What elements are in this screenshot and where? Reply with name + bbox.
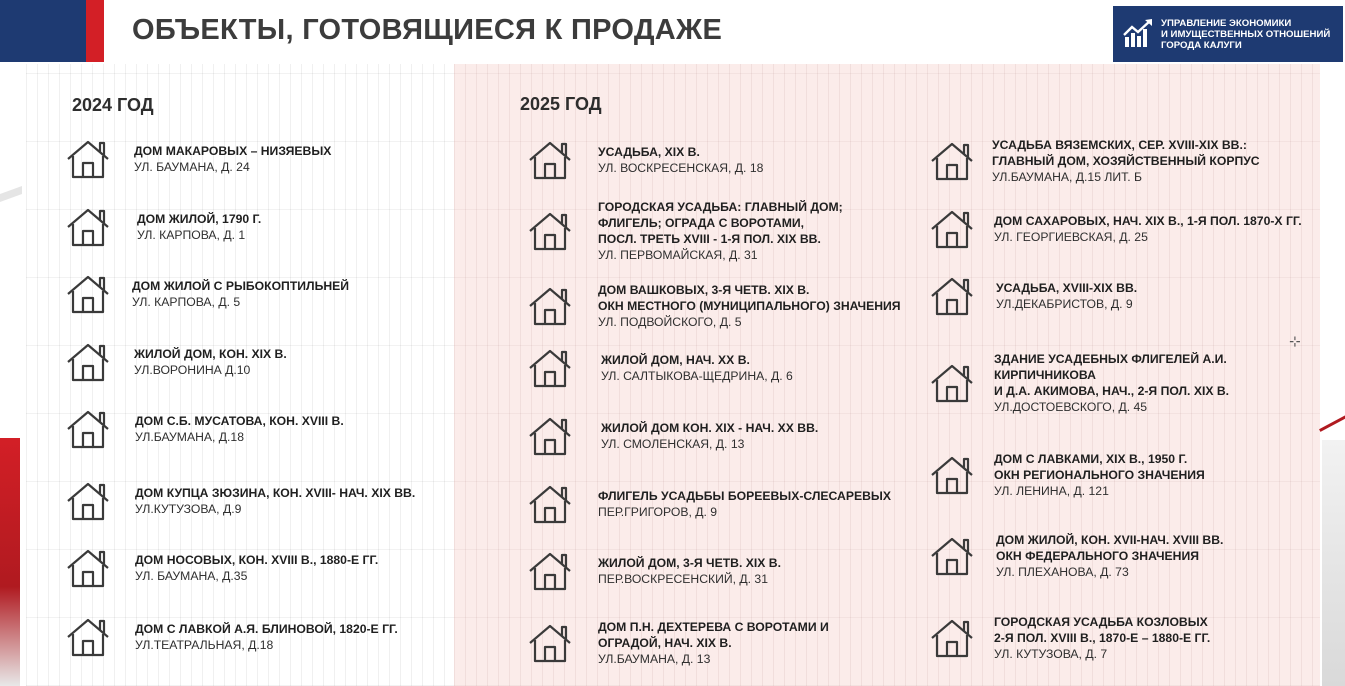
year-2024-heading: 2024 ГОД xyxy=(72,95,154,115)
object-address: ПЕР.ГРИГОРОВ, Д. 9 xyxy=(598,505,718,519)
decor-gray-stripe xyxy=(1322,440,1345,686)
object-name: ДОМ НОСОВЫХ, КОН. XVIII В., 1880-Е ГГ. xyxy=(135,553,379,567)
list-item xyxy=(66,409,344,449)
object-address: УЛ. СМОЛЕНСКАЯ, Д. 13 xyxy=(601,437,745,451)
house-icon xyxy=(528,348,572,388)
list-item xyxy=(66,548,378,588)
house-icon xyxy=(528,551,572,591)
object-name: ДОМ САХАРОВЫХ, НАЧ. XIX В., 1-Я ПОЛ. 1870-Х ГГ. xyxy=(994,214,1302,228)
house-icon xyxy=(930,618,974,658)
object-name: ФЛИГЕЛЬ УСАДЬБЫ БОРЕЕВЫХ-СЛЕСАРЕВЫХ xyxy=(598,489,891,503)
list-item xyxy=(930,276,1137,316)
object-name: ДОМ С.Б. МУСАТОВА, КОН. XVIII В. xyxy=(135,414,344,428)
house-icon xyxy=(66,207,110,247)
object-name: ДОМ КУПЦА ЗЮЗИНА, КОН. XVIII- НАЧ. XIX ВВ. xyxy=(135,486,416,500)
object-address: УЛ. ПЕРВОМАЙСКАЯ, Д. 31 xyxy=(598,248,758,262)
list-item xyxy=(66,207,261,247)
object-address: УЛ. КАРПОВА, Д. 1 xyxy=(137,228,246,242)
object-name: ЖИЛОЙ ДОМ КОН. XIX - НАЧ. XX ВВ. xyxy=(601,421,819,435)
object-address: ПЕР.ВОСКРЕСЕНСКИЙ, Д. 31 xyxy=(598,572,768,586)
object-address: УЛ.ДОСТОЕВСКОГО, Д. 45 xyxy=(994,400,1148,414)
decor-red-line xyxy=(1319,415,1345,432)
logo-text: УПРАВЛЕНИЕ ЭКОНОМИКИ И ИМУЩЕСТВЕННЫХ ОТНОШЕНИЙ ГОРОДА КАЛУГИ xyxy=(1161,17,1331,51)
object-address: УЛ. ГЕОРГИЕВСКАЯ, Д. 25 xyxy=(994,230,1148,244)
house-icon xyxy=(66,481,110,521)
house-icon xyxy=(930,363,974,403)
page-title: ОБЪЕКТЫ, ГОТОВЯЩИЕСЯ К ПРОДАЖЕ xyxy=(132,14,723,46)
object-name: ДОМ С ЛАВКОЙ А.Я. БЛИНОВОЙ, 1820-Е ГГ. xyxy=(135,622,398,636)
object-address: УЛ. ПЛЕХАНОВА, Д. 73 xyxy=(996,565,1129,579)
house-icon xyxy=(930,536,974,576)
house-icon xyxy=(930,276,974,316)
list-item xyxy=(528,282,901,330)
growth-chart-icon xyxy=(1123,19,1155,49)
list-item xyxy=(528,619,829,667)
object-name: УСАДЬБА, XIX В. xyxy=(598,145,700,159)
list-item xyxy=(528,140,763,180)
object-address: УЛ.ВОРОНИНА Д.10 xyxy=(134,363,251,377)
object-address: УЛ. КАРПОВА, Д. 5 xyxy=(132,295,241,309)
object-name: ДОМ МАКАРОВЫХ – НИЗЯЕВЫХ xyxy=(134,144,332,158)
object-address: УЛ. БАУМАНА, Д.35 xyxy=(135,569,248,583)
year-2025-heading: 2025 ГОД xyxy=(520,94,602,114)
object-name: ЖИЛОЙ ДОМ, КОН. XIX В. xyxy=(134,347,287,361)
house-icon xyxy=(66,548,110,588)
object-name: ГОРОДСКАЯ УСАДЬБА: ГЛАВНЫЙ ДОМ; ФЛИГЕЛЬ; ОГРАДА С ВОРОТАМИ, ПОСЛ. ТРЕТЬ XVIII - 1-Я ПОЛ. XIX ВВ. xyxy=(598,200,843,246)
house-icon xyxy=(528,140,572,180)
object-address: УЛ. ПОДВОЙСКОГО, Д. 5 xyxy=(598,315,742,329)
object-name: ДОМ С ЛАВКАМИ, XIX В., 1950 Г. ОКН РЕГИОНАЛЬНОГО ЗНАЧЕНИЯ xyxy=(994,452,1205,482)
header-blue-block xyxy=(0,0,86,62)
house-icon xyxy=(66,617,110,657)
house-icon xyxy=(66,342,110,382)
list-item xyxy=(930,137,1260,185)
house-icon xyxy=(66,409,110,449)
object-address: УЛ.БАУМАНА, Д. 13 xyxy=(598,652,711,666)
object-name: ЖИЛОЙ ДОМ, НАЧ. XX В. xyxy=(601,353,750,367)
header-red-block xyxy=(86,0,104,62)
list-item xyxy=(930,532,1223,580)
object-name: ДОМ ВАШКОВЫХ, 3-Я ЧЕТВ. XIX В. ОКН МЕСТНОГО (МУНИЦИПАЛЬНОГО) ЗНАЧЕНИЯ xyxy=(598,283,901,313)
decor-red-stripe xyxy=(0,438,20,686)
list-item xyxy=(930,451,1205,499)
object-name: ДОМ П.Н. ДЕХТЕРЕВА С ВОРОТАМИ И ОГРАДОЙ, НАЧ. XIX В. xyxy=(598,620,829,650)
list-item xyxy=(66,481,415,521)
list-item xyxy=(66,274,349,314)
object-name: ГОРОДСКАЯ УСАДЬБА КОЗЛОВЫХ 2-Я ПОЛ. XVIII В., 1870-Е – 1880-Е ГГ. xyxy=(994,615,1211,645)
house-icon xyxy=(66,139,110,179)
house-icon xyxy=(528,416,572,456)
list-item xyxy=(528,484,891,524)
object-name: ЗДАНИЕ УСАДЕБНЫХ ФЛИГЕЛЕЙ А.И. КИРПИЧНИКОВА И Д.А. АКИМОВА, НАЧ., 2-Я ПОЛ. XIX В. xyxy=(994,352,1230,398)
object-address: УЛ.КУТУЗОВА, Д.9 xyxy=(135,502,242,516)
list-item xyxy=(528,551,781,591)
object-address: УЛ. ЛЕНИНА, Д. 121 xyxy=(994,484,1109,498)
object-address: УЛ.БАУМАНА, Д.15 ЛИТ. Б xyxy=(992,170,1142,184)
list-item xyxy=(930,614,1210,662)
list-item xyxy=(528,416,818,456)
list-item xyxy=(930,351,1229,415)
object-name: ДОМ ЖИЛОЙ, 1790 Г. xyxy=(137,212,262,226)
decor-stripe xyxy=(0,186,22,202)
house-icon xyxy=(66,274,110,314)
object-address: УЛ. БАУМАНА, Д. 24 xyxy=(134,160,250,174)
object-name: ЖИЛОЙ ДОМ, 3-Я ЧЕТВ. XIX В. xyxy=(598,556,781,570)
list-item xyxy=(66,342,287,382)
list-item xyxy=(66,617,398,657)
list-item xyxy=(528,348,793,388)
house-icon xyxy=(528,211,572,251)
list-item xyxy=(930,209,1302,249)
object-address: УЛ. САЛТЫКОВА-ЩЕДРИНА, Д. 6 xyxy=(601,369,793,383)
object-name: ДОМ ЖИЛОЙ С РЫБОКОПТИЛЬНЕЙ xyxy=(132,279,350,293)
object-address: УЛ.БАУМАНА, Д.18 xyxy=(135,430,244,444)
house-icon xyxy=(528,286,572,326)
object-address: УЛ. КУТУЗОВА, Д. 7 xyxy=(994,647,1108,661)
house-icon xyxy=(528,484,572,524)
list-item xyxy=(66,139,331,179)
logo xyxy=(1113,6,1343,62)
object-name: УСАДЬБА ВЯЗЕМСКИХ, СЕР. XVIII-XIX ВВ.: ГЛАВНЫЙ ДОМ, ХОЗЯЙСТВЕННЫЙ КОРПУС xyxy=(992,138,1260,168)
house-icon xyxy=(930,141,974,181)
house-icon xyxy=(930,209,974,249)
object-address: УЛ.ТЕАТРАЛЬНАЯ, Д.18 xyxy=(135,638,274,652)
object-address: УЛ.ДЕКАБРИСТОВ, Д. 9 xyxy=(996,297,1133,311)
crosshair-cursor-icon: ⊹ xyxy=(1289,333,1301,349)
house-icon xyxy=(930,455,974,495)
object-name: УСАДЬБА, XVIII-XIX ВВ. xyxy=(996,281,1138,295)
list-item xyxy=(528,199,843,263)
object-address: УЛ. ВОСКРЕСЕНСКАЯ, Д. 18 xyxy=(598,161,764,175)
object-name: ДОМ ЖИЛОЙ, КОН. XVII-НАЧ. XVIII ВВ. ОКН ФЕДЕРАЛЬНОГО ЗНАЧЕНИЯ xyxy=(996,533,1224,563)
house-icon xyxy=(528,623,572,663)
